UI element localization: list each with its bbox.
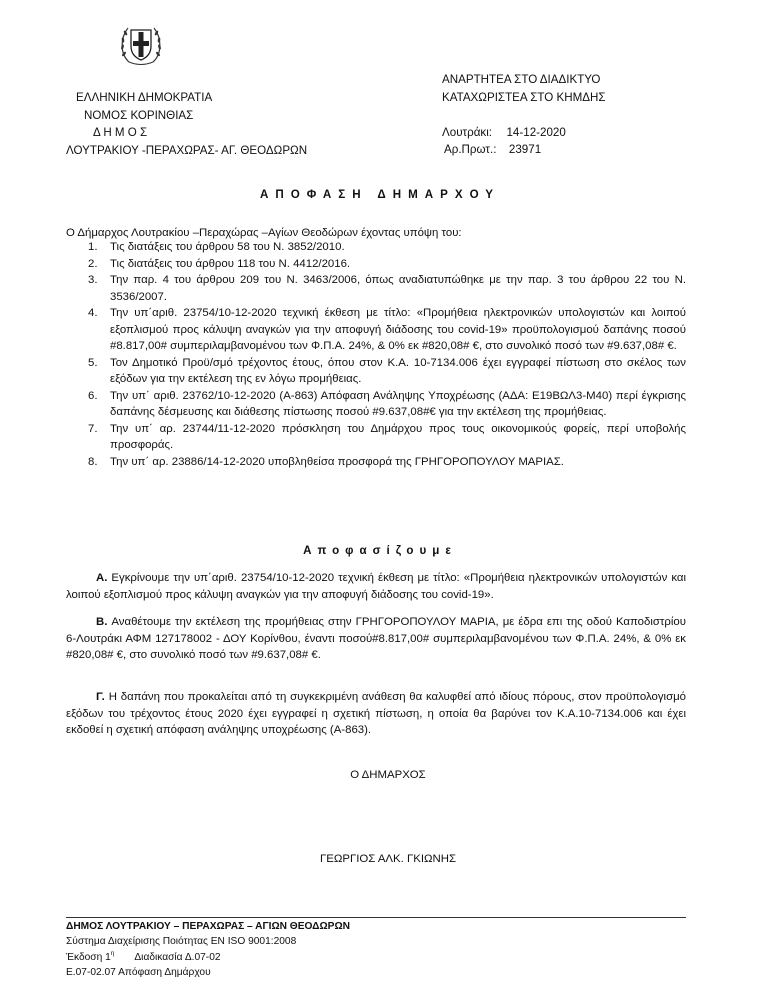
protocol-label: Αρ.Πρωτ.: [444, 143, 497, 156]
list-item-text: Τον Δημοτικό Προϋ/σμό τρέχοντος έτους, όπου στον Κ.Α. 10-7134.006 έχει εγγραφεί πίστωση στο σκέλος των εξόδων για την εκτέλεση της εν λόγω προμήθειας. [110, 356, 686, 386]
footer-edition [66, 950, 686, 965]
issuer-municipality-name: ΛΟΥΤΡΑΚΙΟΥ -ΠΕΡΑΧΩΡΑΣ- ΑΓ. ΘΕΟΔΩΡΩΝ [66, 143, 308, 157]
decision-c-text: Η δαπάνη που προκαλείται από τη συγκεκριμένη ανάθεση θα καλυφθεί από ιδίους πόρους, στον προϋπολογισμό εξόδων του τρέχοντος έτους 2020 έχει εγγραφεί η σχετική πίστωση, η οποία θα βαρύνει τον Κ.Α.10-7134.006 και έχει εκδοθεί η σχετική απόφαση ανάληψης υποχρέωσης (Α-863). [66, 691, 686, 737]
publish-online-note: ΑΝΑΡΤΗΤΕΑ ΣΤΟ ΔΙΑΔΙΚΤΥΟ [442, 73, 601, 86]
date-value: 14-12-2020 [506, 125, 566, 139]
document-date [442, 124, 742, 142]
decision-b-text: Αναθέτουμε την εκτέλεση της προμήθειας στην ΓΡΗΓΟΡΟΠΟΥΛΟΥ ΜΑΡΙΑ, με έδρα επι της οδού Καποδιστρίου 6-Λουτράκι ΑΦΜ 127178002 - ΔΟΥ Κορίνθου, έναντι ποσού#8.817,00# συμπεριλαμβανομένου των Φ.Π.Α. 24%, & 0% εκ #820,08# €, στο συνολικό ποσό των #9.637,08# €. [66, 616, 686, 662]
footer-procedure: Διαδικασία Δ.07-02 [134, 951, 221, 963]
footer-form-code: Ε.07-02.07 Απόφαση Δημάρχου [66, 966, 211, 978]
date-label: Λουτράκι: [442, 125, 493, 139]
list-item-number: 1. [88, 241, 98, 253]
list-item-number: 2. [88, 257, 98, 270]
protocol-value: 23971 [508, 143, 542, 156]
decision-b [66, 614, 686, 664]
decision-a [66, 570, 686, 603]
decision-c-label: Γ. [96, 691, 105, 703]
list-item-number: 5. [88, 356, 98, 369]
list-item-number: 8. [88, 455, 98, 468]
list-item-text: Την υπ΄ αριθ. 23762/10-12-2020 (Α-863) Απόφαση Ανάληψης Υποχρέωσης (ΑΔΑ: Ε19ΒΩΛ3-Μ40) περί έγκρισης δαπάνης δέσμευσης και διάθεσης πίστωσης ποσού #9.637,08#€ για την εκτέλεση της προμήθειας. [110, 389, 686, 419]
list-item-number: 7. [88, 422, 98, 435]
document-footer [66, 919, 686, 980]
decision-heading: Αποφασίζουμε [303, 544, 457, 557]
list-item [66, 305, 686, 355]
decision-a-text: Εγκρίνουμε την υπ΄αριθ. 23754/10-12-2020 τεχνική έκθεση με τίτλο: «Προμήθεια ηλεκτρονικών υπολογιστών και λοιπού εξοπλισμού προς κάλυψη αναγκών για την αποφυγή διάδοσης του covid-19». [66, 572, 686, 601]
footer-organization: ΔΗΜΟΣ ΛΟΥΤΡΑΚΙΟΥ – ΠΕΡΑΧΩΡΑΣ – ΑΓΙΩΝ ΘΕΟΔΩΡΩΝ [66, 921, 350, 932]
considerations-list [66, 239, 686, 470]
issuer-municipality-label: Δ Η Μ Ο Σ [93, 126, 148, 139]
footer-quality-system: Σύστημα Διαχείρισης Ποιότητας ΕΝ ISO 9001:2008 [66, 936, 297, 948]
preamble: Ο Δήμαρχος Λουτρακίου –Περαχώρας –Αγίων Θεοδώρων έχοντας υπόψη του: [66, 227, 462, 239]
hellenic-republic-emblem [116, 18, 166, 68]
decision-a-label: Α. [96, 572, 108, 584]
document-metadata [442, 71, 742, 159]
issuer-prefecture: ΝΟΜΟΣ ΚΟΡΙΝΘΙΑΣ [84, 108, 194, 122]
kimdis-register-note: ΚΑΤΑΧΩΡΙΣΤΕΑ ΣΤΟ ΚΗΜΔΗΣ [442, 90, 606, 104]
list-item [66, 421, 686, 454]
signatory-title: Ο ΔΗΜΑΡΧΟΣ [350, 769, 426, 781]
document-title: ΑΠΟΦΑΣΗ ΔΗΜΑΡΧΟΥ [259, 188, 501, 201]
list-item-text: Την παρ. 4 του άρθρου 209 του Ν. 3463/2006, όπως αναδιατυπώθηκε με την παρ. 3 του άρθρου 22 του Ν. 3536/2007. [110, 274, 686, 303]
list-item [66, 388, 686, 421]
list-item [66, 454, 686, 471]
footer-divider [66, 917, 686, 918]
list-item-text: Την υπ΄αριθ. 23754/10-12-2020 τεχνική έκθεση με τίτλο: «Προμήθεια ηλεκτρονικών υπολογιστών και λοιπού εξοπλισμού προς κάλυψη αναγκών για την αποφυγή διάδοσης του covid-19» προϋπολογισμού δαπάνης ποσού #8.817,00# συμπεριλαμβανομένου των Φ.Π.Α. 24%, & 0% εκ #820,08# €, στο συνολικό ποσό των #9.637,08# €. [110, 307, 686, 353]
list-item-text: Τις διατάξεις του άρθρου 118 του Ν. 4412/2016. [110, 257, 351, 270]
issuer-header [66, 89, 346, 159]
list-item-text: Τις διατάξεις του άρθρου 58 του Ν. 3852/2010. [110, 241, 345, 253]
decision-b-label: Β. [96, 616, 108, 628]
list-item-number: 6. [88, 389, 98, 402]
list-item-text: Την υπ΄ αρ. 23744/11-12-2020 πρόσκληση του Δημάρχου προς τους οικονομικούς φορείς, περί υποβολής προσφοράς. [110, 422, 686, 452]
list-item [66, 239, 686, 256]
decision-c [66, 689, 686, 739]
footer-edition-sup: η [110, 949, 115, 957]
list-item [66, 256, 686, 273]
signatory-name: ΓΕΩΡΓΙΟΣ ΑΛΚ. ΓΚΙΩΝΗΣ [319, 853, 457, 865]
protocol-number [442, 141, 742, 159]
list-item-text: Την υπ΄ αρ. 23886/14-12-2020 υποβληθείσα προσφορά της ΓΡΗΓΟΡΟΠΟΥΛΟΥ ΜΑΡΙΑΣ. [110, 455, 564, 468]
issuer-country: ΕΛΛΗΝΙΚΗ ΔΗΜΟΚΡΑΤΙΑ [76, 91, 213, 104]
list-item [66, 272, 686, 305]
list-item-number: 3. [88, 274, 98, 287]
footer-edition-text: Έκδοση 1 [66, 951, 111, 963]
list-item [66, 355, 686, 388]
list-item-number: 4. [88, 307, 98, 320]
